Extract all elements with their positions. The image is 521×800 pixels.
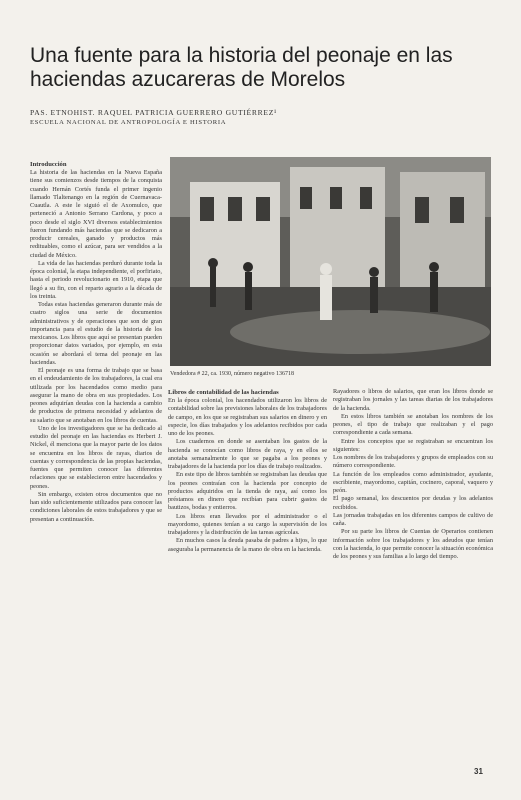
paragraph: En estos libros también se anotaban los nombres de los peones, el tipo de trabajo que realizaban y el pago correspondiente a cada semana. (333, 412, 493, 437)
list-item: Los nombres de los trabajadores y grupos de empleados con su número correspondiente. (333, 454, 493, 470)
paragraph: En este tipo de libros también se registraban las deudas que los peones contraían con la hacienda por concepto de productos adquiridos en la tienda de raya, así como los préstamos en dinero que recibían para cubrir gastos de bautizos, bodas y entierros. (168, 471, 327, 512)
photo-illustration (170, 157, 491, 366)
section-heading-introduccion: Introducción (30, 161, 67, 168)
column-1 (30, 160, 162, 755)
paragraph: En la época colonial, los hacendados utilizaron los libros de contabilidad sobre las previsiones laborales de los trabajadores de campo, en los que se registraban sus salarios en dinero y en especie, los días trabajados y los adelantos recibidos por cada uno de los peones. (168, 397, 327, 437)
paragraph: Por su parte los libros de Cuentas de Operarios contienen información sobre los trabajadores y los adeudos que tenían con la hacienda, lo que permite conocer la situación económica de los peones y sus familias a lo largo del tiempo. (333, 528, 493, 560)
column-3 (333, 388, 493, 758)
page-number: 31 (474, 767, 483, 776)
section-heading-libros: Libros de contabilidad de las haciendas (168, 389, 279, 396)
paragraph: La vida de las haciendas perduró durante toda la época colonial, la etapa independiente, el porfiriato, hasta el periodo revolucionario en 1910, etapa que llegó a su fin, con el reparto agrario a la década de los treinta. (30, 259, 162, 300)
list-item: Las jornadas trabajadas en los diferentes campos de cultivo de caña. (333, 511, 493, 527)
author-affiliation: ESCUELA NACIONAL DE ANTROPOLOGÍA E HISTORIA (30, 119, 227, 126)
column-2 (168, 388, 327, 758)
author-block (30, 108, 500, 128)
paragraph: Sin embargo, existen otros documentos que no han sido suficientemente utilizados para conocer las condiciones laborales de estos trabajadores y que se presentan a continuación. (30, 490, 162, 523)
paragraph: La historia de las haciendas en la Nueva España tiene sus comienzos desde tiempos de la conquista cuando Hernán Cortés funda el primer ingenio llamado Tlaltenango en la región de Cuernavaca-Cuautla. A este le siguió el de Axomulco, que perteneció a Antonio Serrano Cardona, y poco a poco desde el siglo XVI diversos establecimientos fueron fundando más haciendas que se dedicaron a producir cereales, ganado y productos más redituables, como el azúcar, para ser vendidos a la ciudad de México. (30, 169, 162, 259)
list-item: La función de los empleados como administrador, ayudante, escribiente, mayordomo, capitán, cocinero, caporal, vaquero y peón. (333, 470, 493, 494)
paragraph: El peonaje es una forma de trabajo que se basa en el endeudamiento de los trabajadores, la cual era utilizada por los hacendados como medio para asegurar la mano de obra en sus propiedades. Los peones adquirían deudas con la hacienda a cambio de productos de primera necesidad y adelantos de su salario que se anotaban en los libros de cuentas. (30, 367, 162, 424)
historical-photo (170, 157, 491, 366)
paragraph: Uno de los investigadores que se ha dedicado al estudio del peonaje en las haciendas es Herbert J. Nickel, él menciona que la mayor parte de los datos se encuentra en los libros de rayas, diarios de cuentas y correspondencia de las propias haciendas, fuentes que permiten conocer las diferentes relaciones que se establecieron entre hacendados y peones. (30, 424, 162, 490)
list-item: El pago semanal, los descuentos por deudas y los adelantos recibidos. (333, 495, 493, 511)
paragraph: Entre los conceptos que se registraban se encuentran los siguientes: (333, 437, 493, 453)
paragraph: Los cuadernos en donde se asentaban los gastos de la hacienda se conocían como libros de raya, y en ellos se anotaba semanalmente lo que se pagaba a los peones y trabajadores de la hacienda por los días de trabajo realizados. (168, 438, 327, 470)
paragraph: En muchos casos la deuda pasaba de padres a hijos, lo que aseguraba la permanencia de la mano de obra en la hacienda. (168, 537, 327, 553)
author-names: PAS. ETNOHIST. RAQUEL PATRICIA GUERRERO GUTIÉRREZ¹ (30, 108, 278, 117)
paragraph: Los libros eran llevados por el administrador o el mayordomo, quienes tenían a su cargo la supervisión de los trabajadores y la distribución de las tareas agrícolas. (168, 512, 327, 536)
photo-caption: Vendedora # 22, ca. 1930, número negativo 136718 (170, 371, 294, 377)
paragraph: Rayadores o libros de salarios, que eran los libros donde se registraban los jornales y las tareas diarias de los trabajadores de la hacienda. (333, 388, 493, 412)
paragraph: Todas estas haciendas generaron durante más de cuatro siglos una serie de documentos administrativos y de operaciones que son de gran importancia para el estudio de la historia de los mexicanos. Los libros que aquí se presentan pueden proporcionar datos variados, por ejemplo, en esta ocasión se abordará el tema del peonaje en las haciendas. (30, 301, 162, 366)
article-title: Una fuente para la historia del peonaje en las haciendas azucareras de Morelos (30, 44, 453, 91)
